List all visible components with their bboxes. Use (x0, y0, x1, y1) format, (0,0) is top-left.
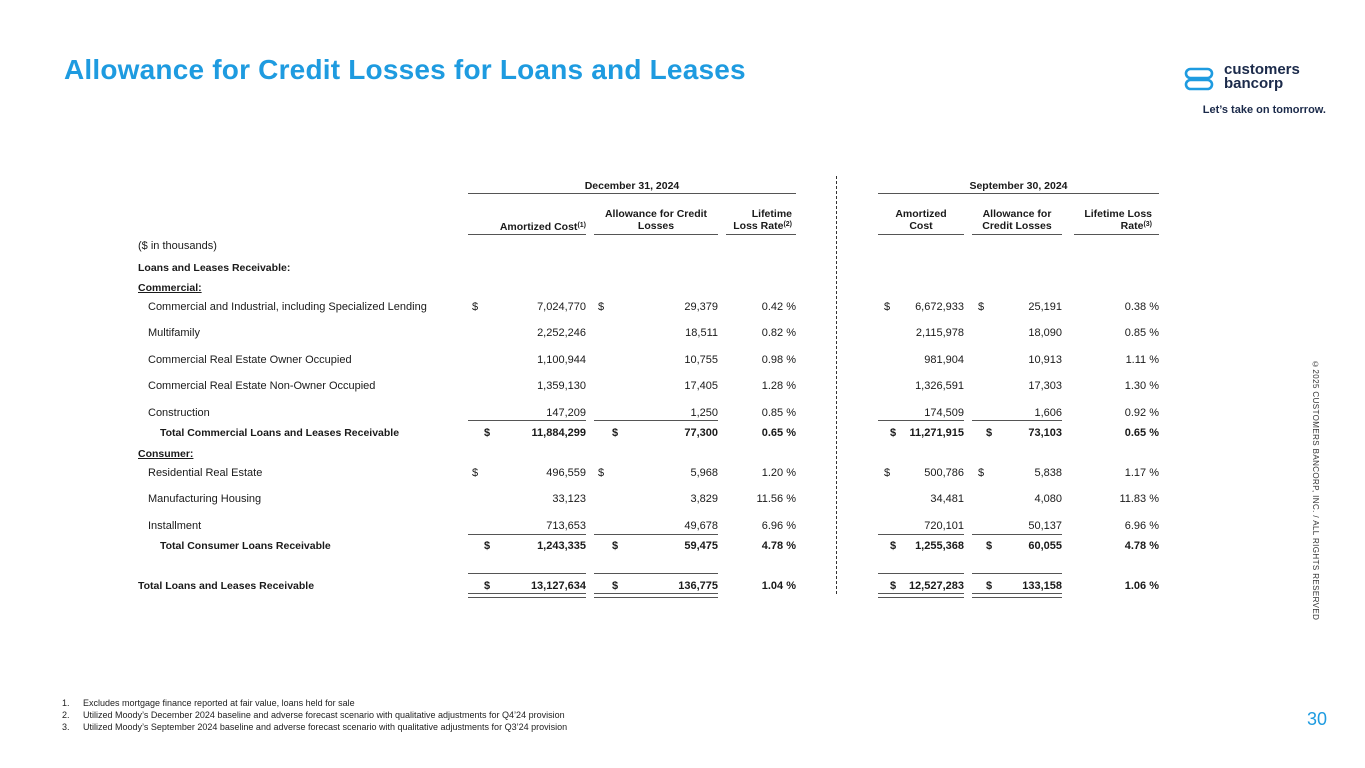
col-header-line: Losses (637, 220, 675, 232)
cell-c3: 0.85 % (761, 407, 796, 419)
cell-c2: 3,829 (690, 493, 718, 505)
grand-total-double-rule (972, 593, 1062, 598)
total-rule (972, 573, 1062, 574)
currency-symbol: $ (612, 580, 619, 592)
cell-c5: 73,103 (1028, 427, 1062, 439)
footnote-num: 1. (62, 698, 70, 708)
col-rule (594, 234, 718, 235)
col-header-amortized-cost-sep (878, 208, 964, 232)
currency-symbol: $ (986, 580, 993, 592)
row-label: Commercial and Industrial, including Specialized Lending (148, 301, 427, 313)
period-header-sep-2024: September 30, 2024 (969, 180, 1068, 192)
footnote-text: Excludes mortgage finance reported at fair value, loans held for sale (83, 698, 355, 708)
footnote-ref-3: (3) (1143, 221, 1152, 228)
col-header-loss-rate-dec (726, 208, 792, 232)
cell-c4: 11,271,915 (909, 427, 964, 439)
footnote-num: 2. (62, 710, 70, 720)
subtotal-rule (972, 534, 1062, 535)
cell-c6: 1.30 % (1124, 380, 1159, 392)
grand-total-double-rule (468, 593, 586, 598)
row-label: Residential Real Estate (148, 467, 263, 479)
col-rule (726, 234, 796, 235)
currency-symbol: $ (598, 301, 605, 313)
cell-c6: 6.96 % (1124, 520, 1159, 532)
table-row (0, 540, 1365, 556)
currency-symbol: $ (978, 467, 985, 479)
cell-c4: 2,115,978 (915, 327, 964, 339)
cell-c4: 12,527,283 (908, 580, 964, 592)
subtotal-rule (878, 420, 964, 421)
cell-c6: 1.17 % (1124, 467, 1159, 479)
cell-c3: 1.20 % (761, 467, 796, 479)
section-title: Loans and Leases Receivable: (138, 262, 291, 274)
cell-c3: 0.65 % (761, 427, 796, 439)
cell-c1: 1,100,944 (537, 354, 586, 366)
col-header-line: Amortized (895, 208, 947, 220)
cell-c4: 500,786 (924, 467, 964, 479)
currency-symbol: $ (484, 427, 491, 439)
total-rule (594, 573, 718, 574)
cell-c4: 1,326,591 (915, 380, 964, 392)
cell-c3: 1.04 % (761, 580, 796, 592)
cell-c6: 1.06 % (1124, 580, 1159, 592)
period-rule-2 (878, 193, 1159, 194)
cell-c6: 0.65 % (1124, 427, 1159, 439)
col-header-allowance-dec (594, 208, 718, 232)
cell-c1: 1,359,130 (537, 380, 586, 392)
cell-c1: 11,884,299 (531, 427, 586, 439)
cell-c1: 713,653 (546, 520, 586, 532)
footnote-ref-2: (2) (783, 221, 792, 228)
footnote-2 (62, 709, 567, 721)
col-rule (972, 234, 1062, 235)
cell-c4: 981,904 (924, 354, 964, 366)
row-label: Total Loans and Leases Receivable (138, 580, 315, 592)
row-label: Multifamily (148, 327, 200, 339)
currency-symbol: $ (472, 467, 479, 479)
subtotal-rule (468, 534, 586, 535)
copyright-notice: ©2025 CUSTOMERS BANCORP, INC. / ALL RIGHTS RESERVED (1311, 360, 1320, 621)
cell-c1: 7,024,770 (537, 301, 586, 313)
currency-symbol: $ (884, 467, 891, 479)
currency-symbol: $ (978, 301, 985, 313)
logo-line-1: customers (1224, 61, 1300, 78)
cell-c6: 11.83 % (1119, 493, 1159, 505)
col-header-allowance-sep (972, 208, 1062, 232)
total-rule (878, 573, 964, 574)
cell-c2: 5,968 (690, 467, 718, 479)
cell-c1: 147,209 (546, 407, 586, 419)
table-row (0, 380, 1365, 396)
cell-c3: 6.96 % (761, 520, 796, 532)
currency-symbol: $ (986, 427, 993, 439)
table-row (0, 467, 1365, 483)
cell-c2: 10,755 (684, 354, 718, 366)
table-row (0, 427, 1365, 443)
cell-c3: 11.56 % (756, 493, 796, 505)
footnote-3 (62, 721, 568, 733)
col-header-text: Amortized Cost (499, 221, 578, 233)
cell-c2: 136,775 (678, 580, 718, 592)
row-label: Total Commercial Loans and Leases Receivable (160, 427, 400, 439)
cell-c3: 0.42 % (761, 301, 796, 313)
currency-symbol: $ (890, 540, 897, 552)
col-header-line: Lifetime (751, 208, 792, 220)
grand-total-double-rule (594, 593, 718, 598)
cell-c5: 25,191 (1028, 301, 1062, 313)
subtotal-rule (594, 534, 718, 535)
cell-c2: 29,379 (684, 301, 718, 313)
footnote-text: Utilized Moody’s September 2024 baseline and adverse forecast scenario with qualitative adjustments for Q3’24 provision (83, 722, 568, 732)
cell-c6: 0.38 % (1124, 301, 1159, 313)
units-label: ($ in thousands) (138, 240, 217, 252)
currency-symbol: $ (986, 540, 993, 552)
row-label: Commercial Real Estate Non-Owner Occupied (148, 380, 376, 392)
commercial-heading: Commercial: (138, 282, 202, 294)
cell-c5: 4,080 (1034, 493, 1062, 505)
row-label: Construction (148, 407, 210, 419)
table-row (0, 354, 1365, 370)
consumer-heading: Consumer: (138, 448, 194, 460)
col-rule (1074, 234, 1159, 235)
row-label: Installment (148, 520, 202, 532)
col-rule (468, 234, 586, 235)
currency-symbol: $ (484, 540, 491, 552)
row-label: Total Consumer Loans Receivable (160, 540, 331, 552)
footnote-text: Utilized Moody’s December 2024 baseline and adverse forecast scenario with qualitative adjustments for Q4’24 provision (83, 710, 565, 720)
page-title: Allowance for Credit Losses for Loans and Leases (64, 54, 746, 85)
currency-symbol: $ (890, 427, 897, 439)
footnotes (62, 697, 568, 733)
cell-c5: 18,090 (1028, 327, 1062, 339)
col-header-line: Credit Losses (982, 220, 1052, 232)
cell-c1: 13,127,634 (530, 580, 586, 592)
cell-c5: 10,913 (1028, 354, 1062, 366)
table-row (0, 301, 1365, 317)
cell-c6: 0.92 % (1124, 407, 1159, 419)
cell-c3: 0.82 % (761, 327, 796, 339)
col-header-line: Cost (909, 220, 933, 232)
logo-line-2: bancorp (1224, 75, 1284, 92)
cell-c2: 77,300 (684, 427, 718, 439)
col-rule (878, 234, 964, 235)
footnote-1 (62, 697, 567, 709)
cell-c5: 5,838 (1034, 467, 1062, 479)
cell-c4: 6,672,933 (915, 301, 964, 313)
cell-c3: 1.28 % (761, 380, 796, 392)
col-header-amortized-cost-dec (468, 221, 586, 233)
period-header-dec-2024: December 31, 2024 (584, 180, 680, 192)
cell-c2: 59,475 (684, 540, 718, 552)
currency-symbol: $ (890, 580, 897, 592)
subtotal-rule (878, 534, 964, 535)
cell-c1: 1,243,335 (537, 540, 586, 552)
cell-c5: 60,055 (1028, 540, 1062, 552)
col-header-line: Allowance for (982, 208, 1052, 220)
cell-c5: 17,303 (1028, 380, 1062, 392)
col-header-line: Rate (1120, 220, 1144, 232)
currency-symbol: $ (598, 467, 605, 479)
footnote-num: 3. (62, 722, 70, 732)
cell-c6: 0.85 % (1124, 327, 1159, 339)
cell-c2: 18,511 (685, 327, 718, 339)
subtotal-rule (972, 420, 1062, 421)
subtotal-rule (468, 420, 586, 421)
currency-symbol: $ (484, 580, 491, 592)
tagline: Let’s take on tomorrow. (1202, 104, 1326, 116)
col-header-line: Lifetime Loss (1084, 208, 1152, 220)
cell-c3: 0.98 % (761, 354, 796, 366)
page-number: 30 (1306, 709, 1327, 729)
cell-c1: 33,123 (552, 493, 586, 505)
cell-c1: 496,559 (546, 467, 586, 479)
cell-c5: 50,137 (1028, 520, 1062, 532)
currency-symbol: $ (612, 540, 619, 552)
cell-c3: 4.78 % (761, 540, 796, 552)
cell-c5: 1,606 (1034, 407, 1062, 419)
row-label: Manufacturing Housing (148, 493, 262, 505)
table-row (0, 327, 1365, 343)
total-rule (468, 573, 586, 574)
cell-c2: 1,250 (690, 407, 718, 419)
subtotal-rule (594, 420, 718, 421)
cell-c6: 1.11 % (1125, 354, 1159, 366)
currency-symbol: $ (472, 301, 479, 313)
period-rule-1 (468, 193, 796, 194)
col-header-loss-rate-sep (1074, 208, 1152, 232)
col-header-line: Allowance for Credit (604, 208, 708, 220)
cell-c4: 1,255,368 (915, 540, 964, 552)
cell-c4: 34,481 (930, 493, 964, 505)
row-label: Commercial Real Estate Owner Occupied (148, 354, 352, 366)
cell-c4: 720,101 (924, 520, 964, 532)
col-header-line: Loss Rate (733, 220, 784, 232)
cell-c4: 174,509 (924, 407, 964, 419)
footnote-ref-1: (1) (577, 222, 586, 229)
cell-c2: 49,678 (684, 520, 718, 532)
cell-c6: 4.78 % (1124, 540, 1159, 552)
grand-total-double-rule (878, 593, 964, 598)
cell-c5: 133,158 (1022, 580, 1062, 592)
currency-symbol: $ (612, 427, 619, 439)
currency-symbol: $ (884, 301, 891, 313)
table-row (0, 493, 1365, 509)
cell-c1: 2,252,246 (537, 327, 586, 339)
cell-c2: 17,405 (684, 380, 718, 392)
